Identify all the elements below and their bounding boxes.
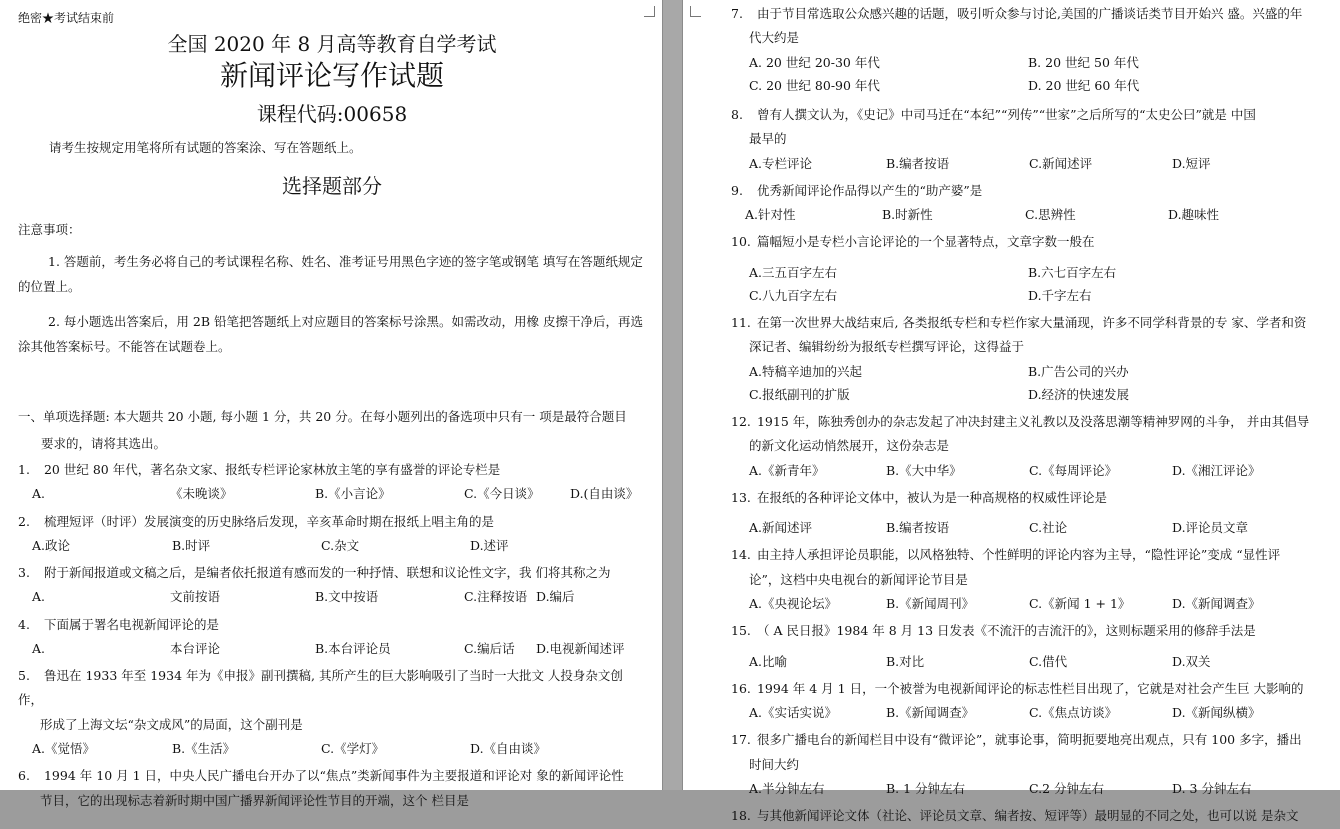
option-b: B.编者按语 <box>886 520 950 536</box>
option-d: D. 20 世纪 60 年代 <box>1028 77 1140 93</box>
option-c: C.注释按语 <box>464 589 528 605</box>
option-d: D.《自由谈》 <box>470 741 547 757</box>
question-10: 10. 篇幅短小是专栏小言论评论的一个显著特点，文章字数一般在 <box>731 234 1095 250</box>
question-3-text: 附于新闻报道或文稿之后，是编者依托报道有感而发的一种抒情、联想和议论性文字，我 们将其称之为 <box>43 565 611 581</box>
multiple-choice-section <box>18 404 646 458</box>
question-12: 12. 1915 年，陈独秀创办的杂志发起了冲决封建主义礼教以及没落思潮等精神罗网的斗争， 并由其倡导 的新文化运动悄然展开，这份杂志是 <box>731 410 1321 459</box>
option-c: C.《学灯》 <box>321 741 385 757</box>
question-8-text-line-1: 曾有人撰文认为，《史记》中司马迁在“本纪”“列传”“世家”之后所写的“太史公曰”就是 中国 <box>756 107 1256 122</box>
question-4-options <box>32 637 646 660</box>
question-10-text: 篇幅短小是专栏小言论评论的一个显著特点，文章字数一般在 <box>756 234 1095 250</box>
option-d: D.编后 <box>536 589 575 605</box>
question-16-text: 1994 年 4 月 1 日，一个被誉为电视新闻评论的标志性栏目出现了，它就是对社会产生巨 大影响的 <box>756 680 1304 696</box>
question-18: 18. 与其他新闻评论文体（社论、评论员文章、编者按、短评等）最明显的不同之处，也可以说 是杂文 <box>731 808 1299 824</box>
option-a: A.《新青年》 <box>749 462 825 478</box>
question-5-options <box>32 737 646 760</box>
question-2-options <box>32 534 646 557</box>
option-d: D.趣味性 <box>1168 207 1220 223</box>
exam-title: 全国 2020 年 8 月高等教育自学考试 <box>167 31 497 56</box>
section-intro-line-1: 一、单项选择题: 本大题共 20 小题, 每小题 1 分，共 20 分。在每小题列出的备选项中只有一 项是最符合题目 <box>18 409 627 425</box>
question-7-text-line-1: 由于节目常选取公众感兴趣的话题，吸引听众参与讨论,美国的广播谈话类节目开始兴 盛。兴盛的年 <box>756 6 1303 21</box>
question-8: 8. 曾有人撰文认为，《史记》中司马迁在“本纪”“列传”“世家”之后所写的“太史公曰”就是 中国 最早的 <box>731 103 1321 152</box>
question-17: 17. 很多广播电台的新闻栏目中设有“微评论”，就事论事，简明扼要地亮出观点，只有 100 多字，播出 时间大约 <box>731 728 1321 777</box>
note-2: 2. 每小题选出答案后，用 2B 铅笔把答题纸上对应题目的答案标号涂黑。如需改动，用橡 皮擦干净后，再选涂其他答案标号。不能答在试题卷上。 <box>18 314 643 355</box>
option-b: B. 20 世纪 50 年代 <box>1028 54 1139 70</box>
question-13-options <box>749 516 1321 539</box>
secret-label: 绝密★考试结束前 <box>18 11 115 25</box>
question-11: 11. 在第一次世界大战结束后, 各类报纸专栏和专栏作家大量涌现，许多不同学科背景的专 家、学者和资 深记者、编辑纷纷为报纸专栏撰写评论，这得益于 <box>731 311 1321 360</box>
question-7-options <box>749 51 1321 97</box>
option-c: C.报纸副刊的扩版 <box>749 386 850 402</box>
note-1: 1. 答题前，考生务必将自己的考试课程名称、姓名、准考证号用黑色字迹的签字笔或钢笔 填写在答题纸规定的位置上。 <box>18 254 643 295</box>
option-b: B.编者按语 <box>886 155 950 171</box>
option-a: A.针对性 <box>745 207 796 223</box>
section-intro-line-2: 要求的，请将其选出。 <box>41 436 167 452</box>
option-a: A.《央视论坛》 <box>749 596 838 612</box>
course-code: 课程代码:00658 <box>256 101 408 126</box>
question-17-text-line-1: 很多广播电台的新闻栏目中设有“微评论”，就事论事，简明扼要地亮出观点，只有 100 多字，播出 <box>756 732 1302 748</box>
option-a: A.政论 <box>32 537 71 553</box>
question-15: 15. （ A 民日报》1984 年 8 月 13 日发表《不流汗的吉流汗的》，这则标题采用的修辞手法是 <box>731 623 1256 639</box>
option-a: A.《实话实说》 <box>749 705 838 721</box>
option-a: A.新闻述评 <box>749 520 813 536</box>
option-a-text: 文前按语 <box>170 589 221 605</box>
option-b: B.《小言论》 <box>315 486 391 502</box>
question-14-text-line-2: 论”，这档中央电视台的新闻评论节目是 <box>749 571 968 587</box>
option-a-label: A. <box>32 589 46 605</box>
question-17-text-line-2: 时间大约 <box>749 756 800 772</box>
option-a: A.特稿辛迪加的兴起 <box>749 363 863 379</box>
option-b: B.文中按语 <box>315 589 379 605</box>
notes-heading: 注意事项： <box>18 221 81 237</box>
option-b: B.本台评论员 <box>315 640 391 656</box>
question-9-options <box>745 203 1321 226</box>
option-c: C.《今日谈》 <box>464 486 540 502</box>
option-a: A.《觉悟》 <box>32 741 96 757</box>
option-a-label: A. <box>32 640 46 656</box>
option-a: A. 20 世纪 20-30 年代 <box>749 54 880 70</box>
option-d: D.经济的快速发展 <box>1028 386 1130 402</box>
question-3: 3. 附于新闻报道或文稿之后，是编者依托报道有感而发的一种抒情、联想和议论性文字，我 们将其称之为 <box>18 565 611 581</box>
option-d: D.《湘江评论》 <box>1172 462 1261 478</box>
option-d: D.双关 <box>1172 653 1211 669</box>
question-12-text-line-2: 的新文化运动悄然展开，这份杂志是 <box>749 438 950 454</box>
option-c: C.八九百字左右 <box>749 287 838 303</box>
question-11-text-line-2: 深记者、编辑纷纷为报纸专栏撰写评论，这得益于 <box>749 339 1025 355</box>
page-gap <box>662 0 683 790</box>
question-13: 13. 在报纸的各种评论文体中，被认为是一种高规格的权威性评论是 <box>731 489 1107 505</box>
option-d: D. 3 分钟左右 <box>1172 781 1252 796</box>
option-a: A.三五百字左右 <box>749 264 838 280</box>
option-c: C.《新闻 1 + 1》 <box>1029 596 1131 612</box>
question-7-text-line-2: 代大约是 <box>749 30 800 46</box>
question-1: 1. 20 世纪 80 年代，著名杂文家、报纸专栏评论家林放主笔的享有盛誉的评论专栏是 <box>18 462 501 478</box>
option-b: B.时新性 <box>882 207 933 223</box>
option-b: B.对比 <box>886 653 925 669</box>
question-8-text-line-2: 最早的 <box>749 131 787 147</box>
page-corner-mark <box>690 6 701 17</box>
option-c: C.编后话 <box>464 640 515 656</box>
left-page <box>0 0 662 808</box>
subject-title: 新闻评论写作试题 <box>219 58 444 92</box>
option-b: B.《新闻调查》 <box>886 705 975 721</box>
right-page <box>683 0 1340 824</box>
option-c: C.社论 <box>1029 520 1068 536</box>
question-5-text-line-1: 鲁迅在 1933 年至 1934 年为《申报》副刊撰稿, 其所产生的巨大影响吸引了当时一大批文 人投身杂文创作， <box>18 668 623 708</box>
question-6-text-line-1: 1994 年 10 月 1 日，中央人民广播电台开办了以“焦点”类新闻事件为主要报道和评论对 象的新闻评论性 <box>43 768 624 784</box>
left-page-content <box>18 9 646 813</box>
question-3-options <box>32 585 646 608</box>
option-d: D.短评 <box>1172 155 1211 171</box>
option-b: B.时评 <box>172 537 211 553</box>
question-17-options <box>749 777 1321 800</box>
option-d: D.述评 <box>470 537 509 553</box>
option-d: D.《新闻纵横》 <box>1172 705 1261 721</box>
option-c: C.《焦点访谈》 <box>1029 705 1118 721</box>
question-18-text: 与其他新闻评论文体（社论、评论员文章、编者按、短评等）最明显的不同之处，也可以说 是杂文 <box>756 808 1299 824</box>
question-4-text: 下面属于署名电视新闻评论的是 <box>43 616 219 632</box>
option-c: C.2 分钟左右 <box>1029 781 1105 796</box>
question-4: 4. 下面属于署名电视新闻评论的是 <box>18 616 219 632</box>
option-c: C.思辨性 <box>1025 207 1076 223</box>
question-12-text-line-1: 1915 年，陈独秀创办的杂志发起了冲决封建主义礼教以及没落思潮等精神罗网的斗争， 并由其倡导 <box>756 414 1310 429</box>
option-a-text: 《未晚谈》 <box>170 486 233 502</box>
option-b: B. 1 分钟左右 <box>886 781 966 796</box>
question-14-options <box>749 592 1321 615</box>
option-a: A.专栏评论 <box>749 155 813 171</box>
option-d: D.(自由谈》 <box>570 486 639 502</box>
question-15-text: （ A 民日报》1984 年 8 月 13 日发表《不流汗的吉流汗的》，这则标题采用的修辞手法是 <box>756 623 1256 639</box>
option-a: A.半分钟左右 <box>749 781 825 796</box>
option-a-label: A. <box>32 486 46 502</box>
option-c: C.杂文 <box>321 537 360 553</box>
right-page-content <box>731 2 1321 829</box>
question-5-text-line-2: 形成了上海文坛“杂文成风”的局面，这个副刊是 <box>40 716 303 732</box>
question-7: 7. 由于节目常选取公众感兴趣的话题，吸引听众参与讨论,美国的广播谈话类节目开始兴 盛。兴盛的年 代大约是 <box>731 2 1321 51</box>
question-11-text-line-1: 在第一次世界大战结束后, 各类报纸专栏和专栏作家大量涌现，许多不同学科背景的专 家、学者和资 <box>756 315 1307 330</box>
option-d: D.千字左右 <box>1028 287 1092 303</box>
option-c: C.新闻述评 <box>1029 155 1093 171</box>
question-8-options <box>749 152 1321 175</box>
option-c: C.借代 <box>1029 653 1068 669</box>
option-b: B.《新闻周刊》 <box>886 596 975 612</box>
question-2-text: 梳理短评（时评）发展演变的历史脉络后发现，辛亥革命时期在报纸上唱主角的是 <box>43 513 494 529</box>
option-c: C. 20 世纪 80-90 年代 <box>749 77 880 93</box>
question-9: 9. 优秀新闻评论作品得以产生的“助产婆”是 <box>731 182 983 198</box>
option-b: B.《大中华》 <box>886 462 962 478</box>
question-6-text-line-2: 节目，它的出现标志着新时期中国广播界新闻评论性节目的开端，这个 栏目是 <box>40 792 469 808</box>
option-c: C.《每周评论》 <box>1029 462 1118 478</box>
question-11-options <box>749 360 1321 406</box>
answer-instruction: 请考生按规定用笔将所有试题的答案涂、写在答题纸上。 <box>49 139 362 155</box>
option-a: A.比喻 <box>749 653 788 669</box>
question-10-options <box>749 261 1321 307</box>
section-title: 选择题部分 <box>282 173 382 198</box>
question-6: 6. 1994 年 10 月 1 日，中央人民广播电台开办了以“焦点”类新闻事件为主要报道和评论对 象的新闻评论性 节目，它的出现标志着新时期中国广播界新闻评论性节目的开端，这个 栏目是 <box>18 764 646 813</box>
question-16-options <box>749 701 1321 724</box>
question-9-text: 优秀新闻评论作品得以产生的“助产婆”是 <box>756 182 983 198</box>
option-d: D.评论员文章 <box>1172 520 1249 536</box>
question-1-text: 20 世纪 80 年代，著名杂文家、报纸专栏评论家林放主笔的享有盛誉的评论专栏是 <box>43 462 501 478</box>
option-d: D.电视新闻述评 <box>536 640 625 656</box>
question-14-text-line-1: 由主持人承担评论员职能，以风格独特、个性鲜明的评论内容为主导，“隐性评论”变成 “显性评 <box>756 547 1281 563</box>
option-d: D.《新闻调查》 <box>1172 596 1261 612</box>
option-b: B.《生活》 <box>172 741 236 757</box>
question-16: 16. 1994 年 4 月 1 日，一个被誉为电视新闻评论的标志性栏目出现了，它就是对社会产生巨 大影响的 <box>731 680 1304 696</box>
option-a-text: 本台评论 <box>170 640 221 656</box>
question-5: 5. 鲁迅在 1933 年至 1934 年为《申报》副刊撰稿, 其所产生的巨大影响吸引了当时一大批文 人投身杂文创作， 形成了上海文坛“杂文成风”的局面，这个副刊是 <box>18 664 646 737</box>
question-12-options <box>749 459 1321 482</box>
question-13-text: 在报纸的各种评论文体中，被认为是一种高规格的权威性评论是 <box>756 489 1107 505</box>
question-2: 2. 梳理短评（时评）发展演变的历史脉络后发现，辛亥革命时期在报纸上唱主角的是 <box>18 513 494 529</box>
option-b: B.六七百字左右 <box>1028 264 1117 280</box>
option-b: B.广告公司的兴办 <box>1028 363 1129 379</box>
question-14: 14. 由主持人承担评论员职能，以风格独特、个性鲜明的评论内容为主导，“隐性评论”变成 “显性评 论”，这档中央电视台的新闻评论节目是 <box>731 543 1321 592</box>
question-1-options <box>32 482 646 505</box>
exam-header <box>18 31 646 127</box>
question-15-options <box>749 650 1321 673</box>
